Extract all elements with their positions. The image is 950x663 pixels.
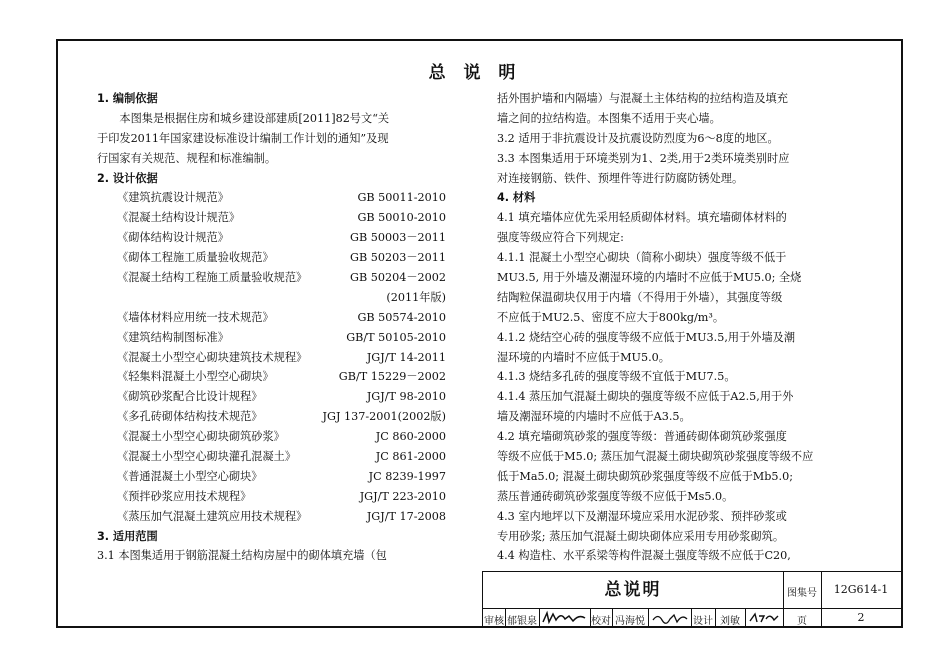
reference-standard	[97, 348, 459, 368]
standard-code: JGJ 137-2001(2002版)	[322, 410, 446, 424]
standard-name: 《建筑结构制图标准》	[117, 330, 229, 344]
standard-name: 《混凝土小型空心砌块建筑技术规程》	[117, 350, 308, 364]
reference-standard	[97, 407, 459, 427]
page-title: 总 说 明	[428, 63, 522, 83]
text-line: 括外围护墙和内隔墙）与混凝土主体结构的拉结构造及填充	[497, 92, 788, 105]
standard-code: GB/T 50105-2010	[346, 330, 446, 344]
text-line: 湿环境的内墙时不应低于MU5.0。	[497, 350, 670, 364]
text-line: 墙之间的拉结构造。本图集不适用于夹心墙。	[497, 111, 721, 125]
reference-standard	[97, 228, 459, 248]
standard-name: 《砌体工程施工质量验收规范》	[117, 251, 274, 265]
standard-code: GB/T 15229－2002	[338, 370, 446, 384]
standard-code: GB 50011-2010	[357, 191, 446, 205]
text-line: 3.3 本图集适用于环境类别为1、2类,用于2类环境类别时应	[497, 151, 790, 165]
text-line: 专用砂浆; 蒸压加气混凝土砌块砌体应采用专用砂浆砌筑。	[497, 529, 785, 543]
checker-signature	[650, 610, 690, 626]
designer-signature	[747, 610, 781, 626]
design-label: 设计	[693, 616, 713, 627]
text-line: 于印发2011年国家建设标准设计编制工作计划的通知”及现	[97, 131, 389, 145]
reference-standard	[97, 447, 459, 467]
reference-standard	[97, 427, 459, 447]
standard-name: 《轻集料混凝土小型空心砌块》	[117, 370, 274, 384]
text-line: 低于Ma5.0; 混凝土砌块砌筑砂浆强度等级不应低于Mb5.0;	[497, 469, 793, 483]
standard-code: JC 8239-1997	[368, 469, 446, 483]
standard-code: JC 860-2000	[375, 430, 446, 444]
standard-code: JGJ/T 14-2011	[366, 350, 446, 364]
reviewer-signature	[541, 610, 589, 626]
text-line: 行国家有关规范、规程和标准编制。	[97, 151, 277, 165]
standard-name: 《预拌砂浆应用技术规程》	[117, 489, 252, 503]
text-line: 结陶粒保温砌块仅用于内墙（不得用于外墙），其强度等级	[497, 290, 783, 304]
standard-code: GB 50203－2011	[350, 251, 446, 265]
reference-standard	[97, 188, 459, 208]
reference-standard	[97, 467, 459, 487]
standard-name: 《混凝土小型空心砌块砌筑砂浆》	[117, 430, 285, 444]
text-line: 4.4 构造柱、水平系梁等构件混凝土强度等级不应低于C20,	[497, 549, 791, 563]
text-line: 3.1 本图集适用于钢筋混凝土结构房屋中的砌体填充墙（包	[97, 549, 387, 563]
reference-standard	[97, 308, 459, 328]
text-line: 4.2 填充墙砌筑砂浆的强度等级：普通砖砌体砌筑砂浆强度	[497, 430, 787, 444]
review-label: 审核	[484, 616, 504, 627]
text-line: MU3.5, 用于外墙及潮湿环境的内墙时不应低于MU5.0; 全烧	[497, 271, 802, 285]
text-line: 强度等级应符合下列规定:	[497, 231, 624, 245]
checker-name: 冯海悦	[615, 616, 645, 627]
standard-code: JGJ/T 223-2010	[359, 489, 446, 503]
reference-standard	[97, 367, 459, 387]
standard-name: 《砌筑砂浆配合比设计规程》	[117, 390, 263, 404]
page-number: 2	[857, 611, 865, 624]
section-heading: 1. 编制依据	[97, 92, 158, 105]
section-heading: 2. 设计依据	[97, 171, 158, 185]
text-line: 4.1.1 混凝土小型空心砌块（简称小砌块）强度等级不低于	[497, 251, 787, 265]
text-line: 4.1.3 烧结多孔砖的强度等级不宜低于MU7.5。	[497, 370, 736, 384]
standard-code: GB 50204－2002	[350, 271, 446, 285]
reviewer-name: 郁银泉	[507, 616, 537, 627]
standard-name: 《混凝土结构工程施工质量验收规范》	[117, 271, 308, 285]
drawing-title: 总说明	[604, 580, 662, 600]
text-line: (2011年版)	[386, 290, 446, 304]
designer-name: 刘敏	[720, 616, 740, 627]
text-line: 4.3 室内地坪以下及潮湿环境应采用水泥砂浆、预拌砂浆或	[497, 509, 787, 523]
standard-code: JGJ/T 17-2008	[366, 509, 446, 523]
standard-name: 《建筑抗震设计规范》	[117, 191, 229, 205]
reference-standard	[97, 328, 459, 348]
standard-code: JC 861-2000	[375, 450, 446, 464]
text-line: 3.2 适用于非抗震设计及抗震设防烈度为6～8度的地区。	[497, 131, 779, 145]
standard-code: GB 50003－2011	[350, 231, 446, 245]
page-label: 页	[797, 616, 807, 627]
reference-standard	[97, 387, 459, 407]
right-column	[497, 89, 847, 566]
text-line: 4.1 填充墙体应优先采用轻质砌体材料。填充墙砌体材料的	[497, 211, 787, 225]
standard-name: 《砌体结构设计规范》	[117, 231, 229, 245]
text-line: 蒸压普通砖砌筑砂浆强度等级不应低于Ms5.0。	[497, 489, 734, 503]
text-line: 对连接钢筋、铁件、预埋件等进行防腐防锈处理。	[497, 171, 744, 185]
standard-code: JGJ/T 98-2010	[366, 390, 446, 404]
text-line: 墙及潮湿环境的内墙时不应低于A3.5。	[497, 410, 691, 424]
standard-name: 《普通混凝土小型空心砌块》	[117, 469, 263, 483]
check-label: 校对	[591, 616, 611, 627]
text-line: 4.1.2 烧结空心砖的强度等级不应低于MU3.5,用于外墙及潮	[497, 330, 796, 344]
left-column	[97, 89, 459, 566]
standard-name: 《墙体材料应用统一技术规范》	[117, 310, 274, 324]
standard-name: 《混凝土结构设计规范》	[117, 211, 241, 225]
atlas-no: 12G614-1	[833, 583, 889, 596]
text-line: 本图集是根据住房和城乡建设部建质[2011]82号文“关	[97, 111, 390, 125]
text-line: 不应低于MU2.5、密度不应大于800kg/m³。	[497, 310, 725, 324]
title-block	[482, 571, 902, 627]
standard-name: 《混凝土小型空心砌块灌孔混凝土》	[117, 450, 297, 464]
standard-code: GB 50574-2010	[357, 310, 446, 324]
text-line: 4.1.4 蒸压加气混凝土砌块的强度等级不应低于A2.5,用于外	[497, 390, 794, 404]
atlas-no-label: 图集号	[787, 588, 817, 599]
reference-standard	[97, 487, 459, 507]
reference-standard	[97, 248, 459, 268]
reference-standard	[97, 208, 459, 228]
reference-standard	[97, 507, 459, 527]
standard-code: GB 50010-2010	[357, 211, 446, 225]
text-line: 等级不应低于M5.0; 蒸压加气混凝土砌块砌筑砂浆强度等级不应	[497, 450, 814, 464]
section-heading: 4. 材料	[497, 191, 536, 205]
section-heading: 3. 适用范围	[97, 529, 158, 543]
standard-name: 《蒸压加气混凝土建筑应用技术规程》	[117, 509, 308, 523]
reference-standard	[97, 268, 459, 288]
standard-name: 《多孔砖砌体结构技术规范》	[117, 410, 263, 424]
